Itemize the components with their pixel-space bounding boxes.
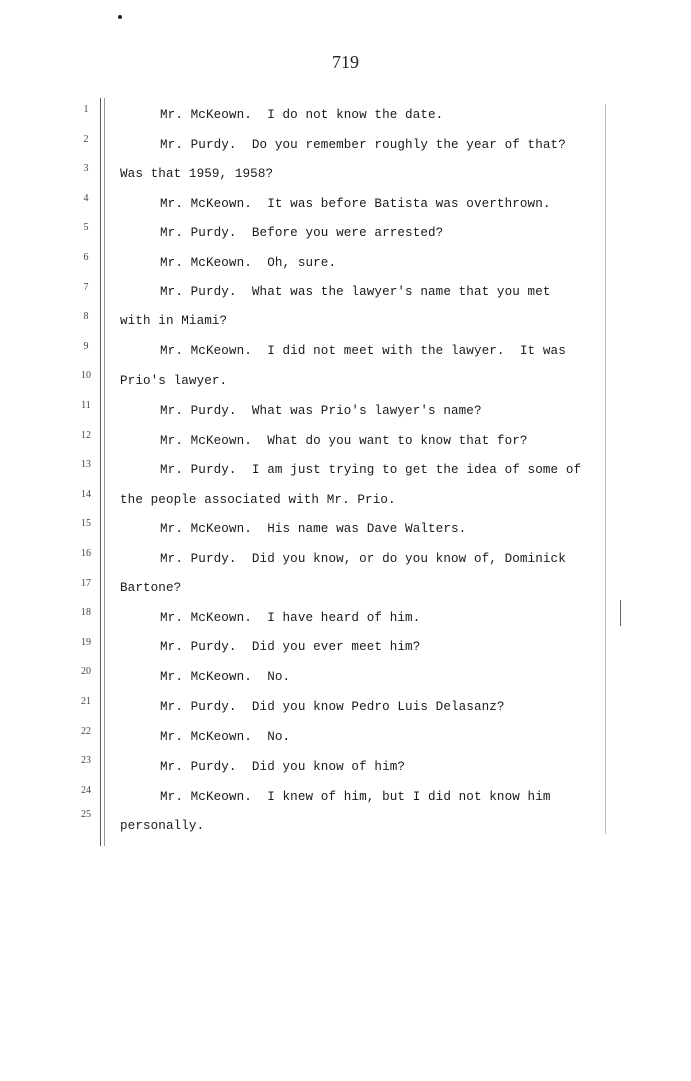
line-number: 14 — [81, 489, 91, 500]
line-number: 3 — [83, 163, 89, 174]
transcript-line: personally. — [120, 819, 205, 833]
transcript-line: Mr. McKeown. I have heard of him. — [160, 611, 421, 625]
transcript-line: Mr. Purdy. Did you know, or do you know of, Dominick — [160, 552, 566, 566]
line-number: 20 — [81, 666, 91, 677]
line-number: 6 — [83, 252, 89, 263]
line-number: 16 — [81, 548, 91, 559]
transcript-line: Mr. McKeown. No. — [160, 730, 291, 744]
right-margin-rule — [605, 104, 606, 834]
transcript-line: Was that 1959, 1958? — [120, 167, 274, 181]
transcript-line: Mr. McKeown. What do you want to know that for? — [160, 434, 528, 448]
line-number: 11 — [81, 400, 91, 411]
transcript-line: Mr. Purdy. Did you ever meet him? — [160, 640, 421, 654]
stray-mark — [118, 15, 122, 19]
transcript-line: Mr. McKeown. I do not know the date. — [160, 108, 444, 122]
transcript-line: Mr. McKeown. I did not meet with the lawyer. It was — [160, 344, 566, 358]
line-number: 10 — [81, 370, 91, 381]
transcript-line: Bartone? — [120, 581, 182, 595]
transcript-line: Mr. Purdy. I am just trying to get the idea of some of — [160, 463, 582, 477]
left-margin-rule — [100, 98, 105, 846]
line-number: 21 — [81, 696, 91, 707]
line-number: 8 — [83, 311, 89, 322]
line-number: 23 — [81, 755, 91, 766]
transcript-line: with in Miami? — [120, 314, 228, 328]
transcript-line: the people associated with Mr. Prio. — [120, 493, 396, 507]
line-number: 18 — [81, 607, 91, 618]
transcript-line: Mr. McKeown. Oh, sure. — [160, 256, 337, 270]
transcript-line: Mr. McKeown. His name was Dave Walters. — [160, 522, 467, 536]
line-number: 17 — [81, 578, 91, 589]
transcript-line: Mr. Purdy. What was the lawyer's name that you met — [160, 285, 551, 299]
transcript-line: Mr. Purdy. Did you know Pedro Luis Delasanz? — [160, 700, 505, 714]
transcript-line: Mr. Purdy. Before you were arrested? — [160, 226, 444, 240]
line-number: 12 — [81, 430, 91, 441]
line-number: 4 — [83, 193, 89, 204]
right-margin-mark — [620, 600, 621, 626]
transcript-line: Mr. Purdy. What was Prio's lawyer's name? — [160, 404, 482, 418]
transcript-line: Prio's lawyer. — [120, 374, 228, 388]
line-number: 13 — [81, 459, 91, 470]
line-number: 25 — [81, 809, 91, 820]
line-number: 9 — [83, 341, 89, 352]
line-number: 1 — [83, 104, 89, 115]
transcript-line: Mr. McKeown. I knew of him, but I did not know him — [160, 790, 551, 804]
line-number: 22 — [81, 726, 91, 737]
line-number: 24 — [81, 785, 91, 796]
line-number: 7 — [83, 282, 89, 293]
line-number: 15 — [81, 518, 91, 529]
transcript-line: Mr. McKeown. It was before Batista was overthrown. — [160, 197, 551, 211]
line-number: 2 — [83, 134, 89, 145]
transcript-line: Mr. Purdy. Did you know of him? — [160, 760, 406, 774]
line-number: 5 — [83, 222, 89, 233]
line-number: 19 — [81, 637, 91, 648]
transcript-line: Mr. McKeown. No. — [160, 670, 291, 684]
page-number: 719 — [332, 52, 359, 72]
transcript-line: Mr. Purdy. Do you remember roughly the year of that? — [160, 138, 566, 152]
